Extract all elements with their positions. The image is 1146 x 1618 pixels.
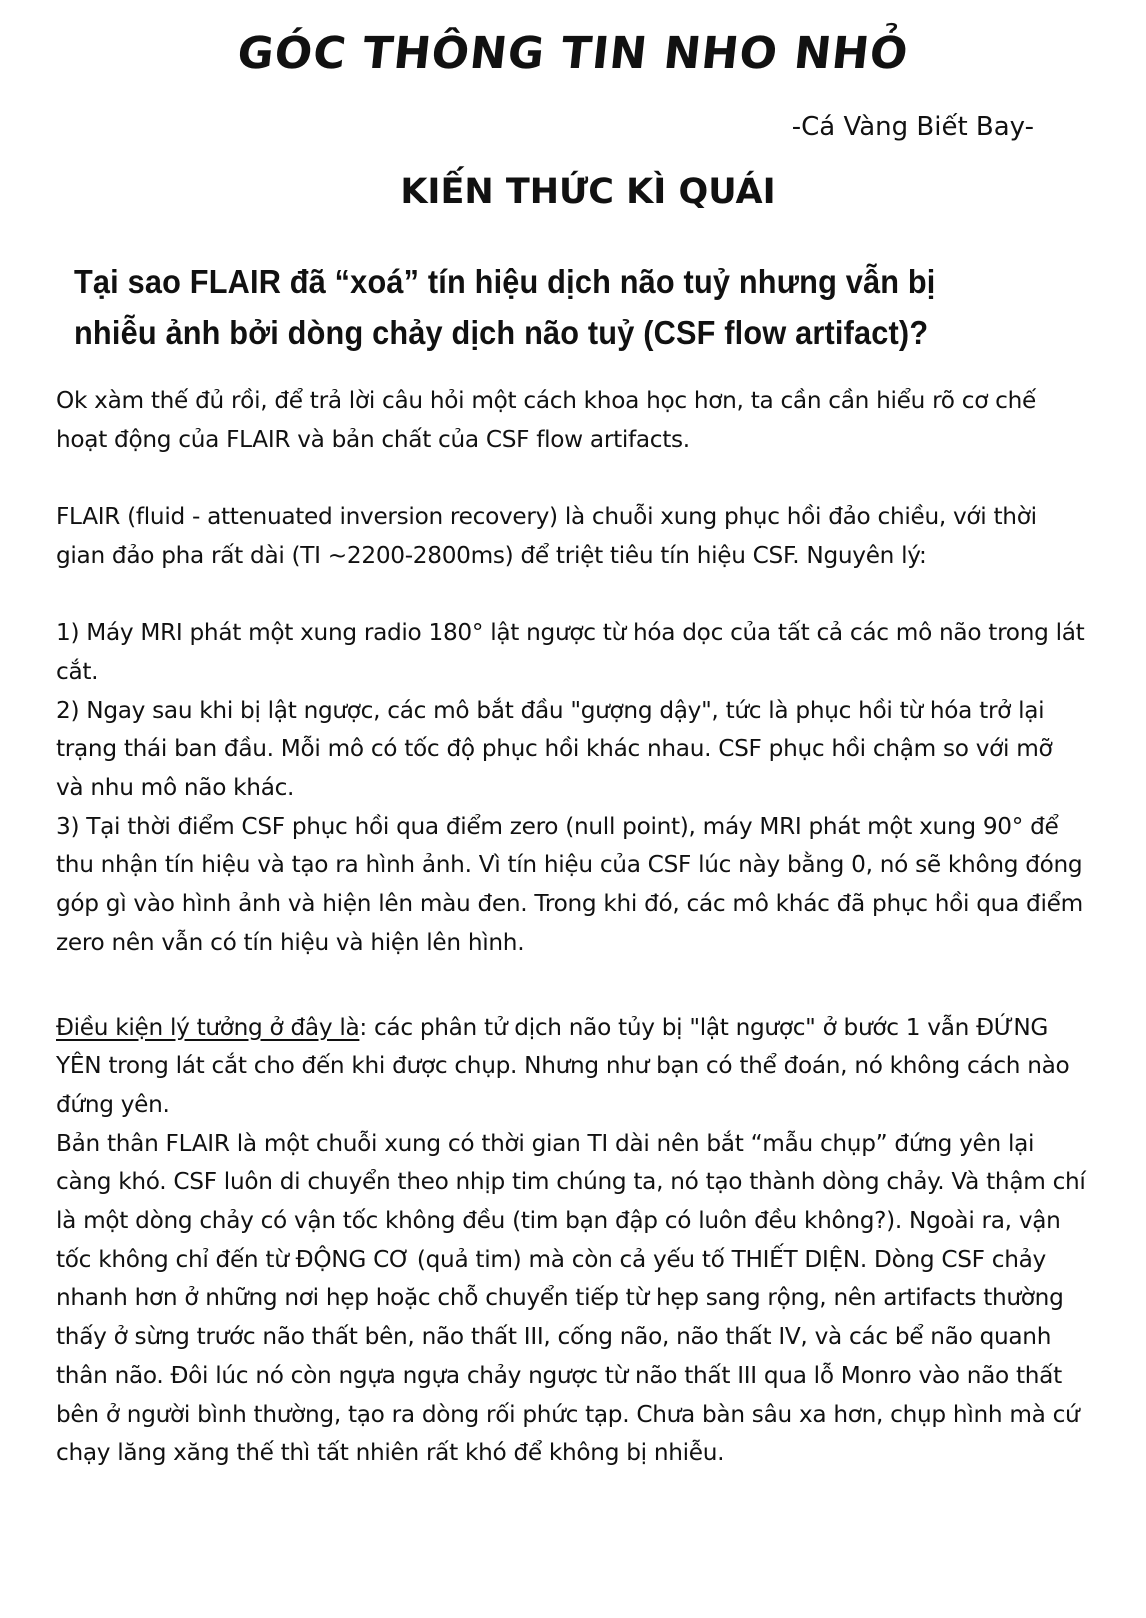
page-title: GÓC THÔNG TIN NHO NHỎ <box>235 28 911 79</box>
article-body <box>56 382 1086 1473</box>
section-title: KIẾN THỨC KÌ QUÁI <box>400 172 776 212</box>
question-heading <box>74 256 1004 358</box>
ideal-condition-text: : các phân tử dịch não tủy bị "lật ngược" ở bước 1 vẫn ĐỨNG YÊN trong lát cắt cho đến khi được chụp. Nhưng như bạn có thể đoán, nó không cách nào đứng yên. <box>56 1013 1070 1118</box>
step-item-3: 3) Tại thời điểm CSF phục hồi qua điểm zero (null point), máy MRI phát một xung 90° để thu nhận tín hiệu và tạo ra hình ảnh. Vì tín hiệu của CSF lúc này bằng 0, nó sẽ không đóng góp gì vào hình ảnh và hiện lên màu đen. Trong khi đó, các mô khác đã phục hồi qua điểm zero nên vẫn có tín hiệu và hiện lên hình. <box>56 812 1083 956</box>
flair-definition-paragraph: FLAIR (fluid - attenuated inversion recovery) là chuỗi xung phục hồi đảo chiều, với thời gian đảo pha rất dài (TI ~2200-2800ms) để triệt tiêu tín hiệu CSF. Nguyên lý: <box>56 503 1037 569</box>
ideal-condition-paragraph <box>56 1009 1086 1125</box>
intro-paragraph: Ok xàm thế đủ rồi, để trả lời câu hỏi một cách khoa học hơn, ta cần cần hiểu rõ cơ chế hoạt động của FLAIR và bản chất của CSF flow artifacts. <box>56 387 1036 453</box>
step-item-2: 2) Ngay sau khi bị lật ngược, các mô bắt đầu "gượng dậy", tức là phục hồi từ hóa trở lại trạng thái ban đầu. Mỗi mô có tốc độ phục hồi khác nhau. CSF phục hồi chậm so với mỡ và nhu mô não khác. <box>56 696 1053 801</box>
paragraph-spacer <box>56 459 1086 498</box>
question-line-1: Tại sao FLAIR đã “xoá” tín hiệu dịch não tuỷ nhưng vẫn bị <box>74 263 936 300</box>
paragraph-spacer <box>56 576 1086 615</box>
ideal-condition-label: Điều kiện lý tưởng ở đây là <box>56 1013 360 1041</box>
author-byline: -Cá Vàng Biết Bay- <box>791 112 1034 142</box>
step-item-1: 1) Máy MRI phát một xung radio 180° lật ngược từ hóa dọc của tất cả các mô não trong lát cắt. <box>56 619 1085 685</box>
paragraph-spacer <box>56 963 1086 1009</box>
explanation-paragraph: Bản thân FLAIR là một chuỗi xung có thời gian TI dài nên bắt “mẫu chụp” đứng yên lại càng khó. CSF luôn di chuyển theo nhịp tim chúng ta, nó tạo thành dòng chảy. Và thậm chí là một dòng chảy có vận tốc không đều (tim bạn đập có luôn đều không?). Ngoài ra, vận tốc không chỉ đến từ ĐỘNG CƠ (quả tim) mà còn cả yếu tố THIẾT DIỆN. Dòng CSF chảy nhanh hơn ở những nơi hẹp hoặc chỗ chuyển tiếp từ hẹp sang rộng, nên artifacts thường thấy ở sừng trước não thất bên, não thất III, cống não, não thất IV, và các bể não quanh thân não. Đôi lúc nó còn ngựa ngựa chảy ngược từ não thất III qua lỗ Monro vào não thất bên ở người bình thường, tạo ra dòng rối phức tạp. Chưa bàn sâu xa hơn, chụp hình mà cứ chạy lăng xăng thế thì tất nhiên rất khó để không bị nhiễu. <box>56 1129 1086 1467</box>
question-line-2: nhiễu ảnh bởi dòng chảy dịch não tuỷ (CSF flow artifact)? <box>74 314 929 351</box>
